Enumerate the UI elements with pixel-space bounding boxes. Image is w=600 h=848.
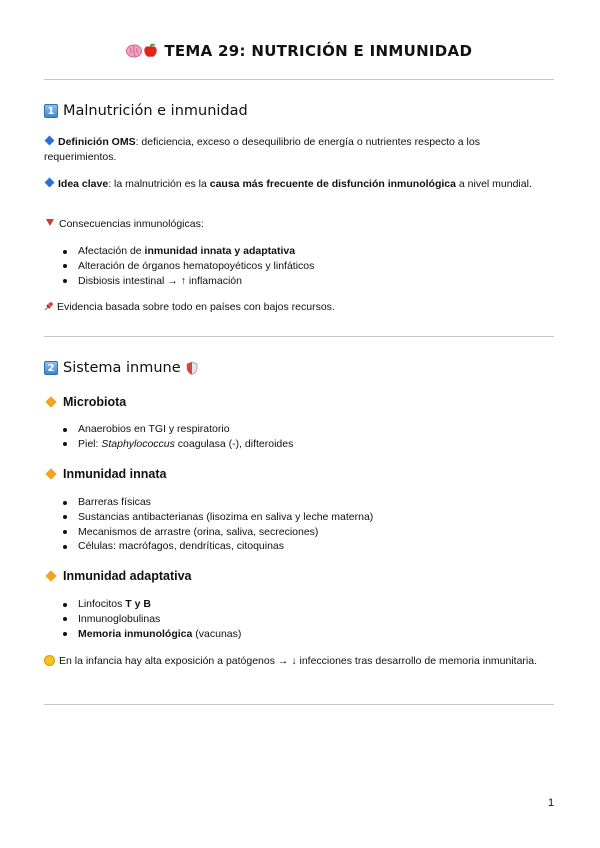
key-idea-paragraph: [44, 177, 554, 192]
list-item: [44, 437, 293, 452]
key-idea-text: : la malnutrición es la: [108, 178, 210, 190]
list-item: [44, 495, 373, 510]
list-item-italic: Staphylococcus: [101, 437, 175, 450]
innate-immunity-list: [44, 495, 373, 554]
blue-diamond-icon: [45, 136, 55, 146]
list-item-text: Piel:: [78, 437, 102, 450]
list-item: [44, 612, 241, 627]
innate-immunity-heading: [44, 467, 166, 481]
innate-immunity-heading-text: Inmunidad innata: [63, 467, 167, 481]
consequences-list: [44, 244, 314, 288]
list-item-text: Alteración de órganos hematopoyéticos y linfáticos: [78, 259, 315, 272]
page-number: 1: [548, 797, 555, 809]
infancy-note-text: En la infancia hay alta exposición a patógenos → ↓ infecciones tras desarrollo de memoria inmunitaria.: [59, 655, 538, 667]
number-1-keycap-icon: 1: [44, 104, 58, 118]
pushpin-icon: [44, 301, 54, 311]
definition-text: : deficiencia, exceso o desequilibrio de energía o nutrientes respecto a los requerimientos.: [44, 136, 480, 163]
list-item-text: Linfocitos: [78, 598, 126, 610]
adaptive-immunity-heading-text: Inmunidad adaptativa: [63, 569, 192, 583]
blue-diamond-icon: [45, 178, 55, 188]
orange-diamond-icon: [45, 468, 56, 479]
definition-paragraph: [44, 135, 554, 164]
list-item-bold: inmunidad innata y adaptativa: [144, 245, 296, 257]
document-title: [44, 42, 554, 62]
section-1-heading-text: Malnutrición e inmunidad: [63, 103, 248, 119]
list-item-text: Anaerobios en TGI y respiratorio: [78, 423, 230, 435]
list-item-text: coagulasa (-), difteroides: [174, 437, 294, 450]
list-item-text: (vacunas): [192, 627, 242, 640]
evidence-text: Evidencia basada sobre todo en países con bajos recursos.: [57, 301, 335, 313]
list-item-bold: Memoria inmunológica: [78, 627, 193, 640]
key-idea-bold: causa más frecuente de disfunción inmunológica: [209, 178, 456, 190]
list-item-text: Mecanismos de arrastre (orina, saliva, secreciones): [78, 525, 319, 538]
section-1-heading: [44, 103, 248, 119]
adaptive-immunity-heading: [44, 569, 192, 583]
list-item-text: Afectación de: [78, 245, 145, 257]
infancy-note: [44, 654, 554, 669]
consequences-label: [44, 217, 554, 232]
microbiota-list: [44, 422, 293, 452]
number-2-keycap-icon: 2: [44, 361, 58, 375]
list-item-text: Células: macrófagos, dendríticas, citoquinas: [78, 540, 285, 553]
adaptive-immunity-list: [44, 597, 241, 641]
list-item-text: Inmunoglobulinas: [78, 612, 161, 625]
section-2-heading-text: Sistema inmune: [63, 360, 181, 376]
evidence-paragraph: [44, 300, 554, 315]
list-item: [44, 597, 241, 612]
list-item-text: Sustancias antibacterianas (lisozima en saliva y leche materna): [78, 510, 374, 523]
divider: [44, 79, 554, 80]
shield-icon: [186, 361, 198, 375]
consequences-label-text: Consecuencias inmunológicas:: [59, 218, 204, 230]
list-item: [44, 274, 314, 289]
red-triangle-icon: [46, 219, 54, 226]
list-item: [44, 259, 314, 274]
list-item: [44, 539, 373, 554]
list-item-text: Barreras físicas: [78, 496, 151, 508]
divider: [44, 336, 554, 337]
list-item: [44, 510, 373, 525]
document-title-text: TEMA 29: NUTRICIÓN E INMUNIDAD: [164, 42, 473, 60]
list-item: [44, 244, 314, 259]
list-item: [44, 525, 373, 540]
section-2-heading: [44, 360, 198, 376]
orange-diamond-icon: [45, 396, 56, 407]
orange-diamond-icon: [45, 570, 56, 581]
list-item: [44, 422, 293, 437]
divider: [44, 704, 554, 705]
microbiota-heading-text: Microbiota: [63, 395, 127, 409]
microbiota-heading: [44, 395, 126, 409]
list-item-text: Disbiosis intestinal → ↑ inflamación: [78, 274, 242, 287]
smiling-face-icon: [44, 655, 55, 666]
list-item: [44, 627, 241, 642]
key-idea-text-end: a nivel mundial.: [455, 178, 532, 190]
key-idea-label: Idea clave: [58, 178, 109, 190]
definition-label: Definición OMS: [58, 136, 136, 148]
brain-icon: [126, 44, 142, 62]
apple-icon: [143, 43, 158, 62]
list-item-bold: T y B: [125, 598, 151, 610]
